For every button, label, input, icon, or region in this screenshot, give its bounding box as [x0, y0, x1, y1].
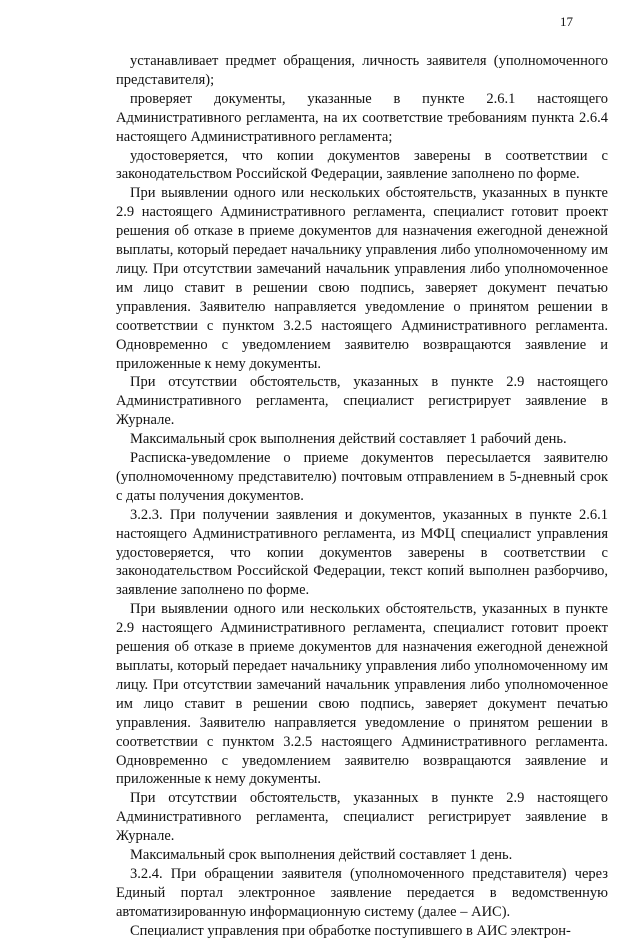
paragraph: устанавливает предмет обращения, личность заявителя (уполномоченного представителя);	[116, 53, 608, 88]
paragraph: Специалист управления при обработке поступившего в АИС электрон-	[130, 922, 571, 939]
paragraph: При выявлении одного или нескольких обстоятельств, указанных в пункте 2.9 настоящего Административного регламента, специалист готовит проект решения об отказе в приеме документов для назначения ежегодной денежной выплаты, который передает начальнику управления либо уполномоченному им лицу. При отсутствии замечаний начальник управления либо уполномоченное им лицо ставит в решении свою подпись, заверяет документ печатью управления. Заявителю направляется уведомление о принятом решении в соответствии с пунктом 3.2.5 настоящего Административного регламента. Одновременно с уведомлением заявителю возвращаются заявление и приложенные к нему документы.	[116, 601, 608, 788]
paragraph: При выявлении одного или нескольких обстоятельств, указанных в пункте 2.9 настоящего Административного регламента, специалист готовит проект решения об отказе в приеме документов для назначения ежегодной денежной выплаты, который передает начальнику управления либо уполномоченному им лицу. При отсутствии замечаний начальник управления либо уполномоченное им лицо ставит в решении свою подпись, заверяет документ печатью управления. Заявителю направляется уведомление о принятом решении в соответствии с пунктом 3.2.5 настоящего Административного регламента. Одновременно с уведомлением заявителю возвращаются заявление и приложенные к нему документы.	[116, 185, 608, 372]
paragraph: Максимальный срок выполнения действий составляет 1 день.	[130, 847, 513, 864]
page-number: 17	[560, 14, 573, 29]
paragraph: Расписка-уведомление о приеме документов пересылается заявителю (уполномоченному представителю) почтовым отправлением в 5-дневный срок с даты получения документов.	[116, 450, 608, 504]
paragraph: 3.2.4. При обращении заявителя (уполномоченного представителя) через Единый портал электронное заявление передается в ведомственную автоматизированную информационную систему (далее – АИС).	[116, 865, 608, 920]
paragraph: Максимальный срок выполнения действий составляет 1 рабочий день.	[130, 431, 567, 448]
paragraph: При отсутствии обстоятельств, указанных в пункте 2.9 настоящего Административного регламента, специалист регистрирует заявление в Журнале.	[116, 790, 608, 845]
paragraph: удостоверяется, что копии документов заверены в соответствии с законодательством Российской Федерации, заявление заполнено по форме.	[116, 147, 608, 183]
paragraph: 3.2.3. При получении заявления и документов, указанных в пункте 2.6.1 настоящего Административного регламента, из МФЦ специалист управления удостоверяется, что копии документов заверены в соответствии с законодательством Российской Федерации, текст копий выполнен разборчиво, заявление заполнено по форме.	[116, 506, 608, 599]
paragraph: При отсутствии обстоятельств, указанных в пункте 2.9 настоящего Административного регламента, специалист регистрирует заявление в Журнале.	[116, 374, 608, 429]
document-body	[116, 52, 608, 941]
paragraph: проверяет документы, указанные в пункте 2.6.1 настоящего Административного регламента, на их соответствие требованиям пункта 2.6.4 настоящего Административного регламента;	[116, 90, 608, 145]
